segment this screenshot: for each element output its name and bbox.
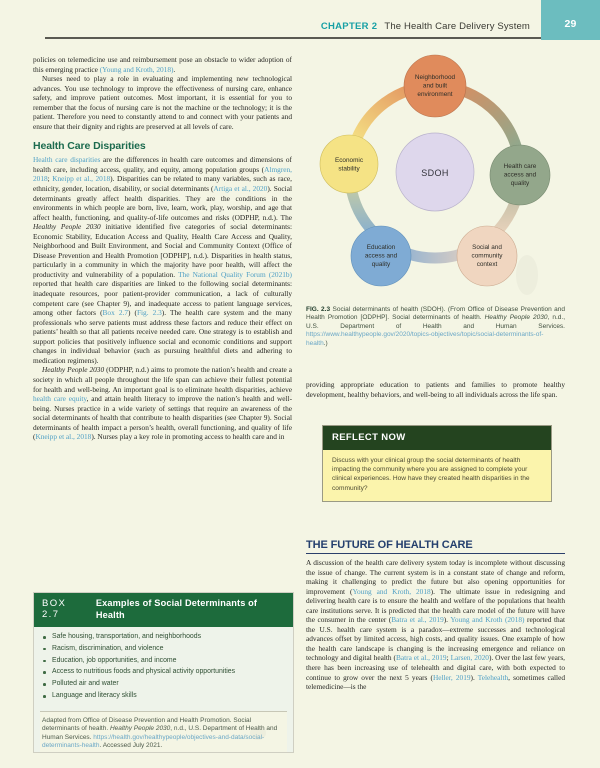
svg-text:context: context <box>476 261 498 268</box>
paragraph-nurses-technology: Nurses need to play a role in evaluating and implementing new technological advances. You use technology to improve the effectiveness of nursing care, enhance safety, and improve patient outcomes. Most important, it is essential for you to remember that the focus of nursing care is not the machine or the technology; it is the patient. Therefore you need to constantly attend to and connect with your patients and ensure that their dignity and rights are preserved at all levels of care. <box>33 74 292 131</box>
node-economic-stability <box>320 135 378 193</box>
reflect-now-box <box>322 425 552 502</box>
paragraph-disparities: Health care disparities are the differences in health care outcomes and dimensions of health care, including access, quality, and equity, among population groups (Almgren, 2018; Kneipp et al., 2018). Disparities can be related to many variables, such as race, ethnicity, gender, location, disability, or social determinants (Artiga et al., 2020). Social determinants greatly affect health disparities. They are the conditions in the environments in which people are born, live, learn, work, play, worship, and age that affect health, functioning, and quality-of-life outcomes and risks (ODPHP, n.d.). The Healthy People 2030 initiative identified five categories of social determinants: Economic Stability, Education Access and Quality, Health Care Access and Quality, Neighborhood and Built Environment, and Social and Community Context (Office of Disease Prevention and Health Promotion [ODPHP], n.d.). Disparities in health status, particularly in a community in which the majority have poor health, will affect the productivity and vulnerability of a population. The National Quality Forum (2021b) reported that health care disparities are linked to the following social determinants: inadequate resources, poor patient-provider communication, a lack of culturally competent care (see Chapter 9), and inadequate access to patient language services, among other factors (Box 2.7) (Fig. 2.3). The health care system and the many professionals who serve patients must address these factors and reduce their effect on patients’ health so that all patients receive needed care. One strategy is to establish and support policies that positively influence social and economic conditions and support changes in individual behavior (such as pursuing healthful diets and adhering to medication regimens). <box>33 155 292 365</box>
box-2-7 <box>33 592 294 753</box>
reflect-now-body: Discuss with your clinical group the social determinants of health impacting the community where you are assigned to complete your clinical experiences. How have they created health disparities in the community? <box>323 450 551 501</box>
svg-text:community: community <box>471 252 503 260</box>
figure-source-url[interactable]: https://www.healthypeople.gov/2020/topics-objectives/topic/social-determinants-of-health <box>306 331 544 347</box>
term-health-care-disparities: Health care disparities <box>33 155 101 165</box>
paragraph-healthy-people-2030: Healthy People 2030 (ODPHP, n.d.) aims to promote the nation’s health and create a society in which all people throughout the life span can achieve their fullest potential for health and well-being. An important goal is to eliminate health disparities, achieve health care equity, and attain health literacy to improve the nation’s health and well-being. Nurses practice in a wide variety of settings that require an awareness of the social determinants of health that contribute to health disparities (see Chapter 9). Social determinants of health impact a person’s health, overall functioning, and quality of life (Kneipp et al., 2018). Nurses play a key role in promoting access to health care and in <box>33 365 293 442</box>
header-rule <box>45 37 541 39</box>
paragraph-telemedicine: policies on telemedicine use and reimbursement pose an obstacle to wider adoption of this emerging practice (Young and Kroth, 2018). <box>33 55 292 74</box>
page-number: 29 <box>564 18 577 30</box>
paragraph-future-health-care: A discussion of the health care delivery system today is incomplete without discussing the issue of change. The current system is in a constant state of change and reform, making it challenging to predict the future but also opening opportunities for improvement (Young and Kroth, 2018). The ultimate issue in redesigning and delivering health care is to ensure the health and welfare of the populations that health care institutions serve. It is predicted that the health care model of the future will have the consumer in the center (Batra et al., 2019). Young and Kroth (2018) reported that the U.S. health care system is a paradox—extreme successes and technological advances offset by limited access, high costs, and quality issues. One example of how the health care landscape is changing is the increasing emergence and reliance on technology and digital health (Batra et al., 2019; Larsen, 2020). Over the last few years, there has been increasing use of telehealth and digital care, with both expected to continue to grow over the next 5 years (Heller, 2019). Telehealth, sometimes called telemedicine—is the <box>306 558 565 692</box>
reflect-now-title: REFLECT NOW <box>323 426 551 450</box>
figure-2-3 <box>306 52 565 304</box>
right-text-column-bottom <box>306 527 565 692</box>
svg-text:Social and: Social and <box>472 244 502 251</box>
running-head <box>0 0 600 40</box>
paragraph-education-promote: providing appropriate education to patients and families to promote healthy development, healthy behaviors, and well-being to all individuals across the life span. <box>306 380 565 399</box>
source-url-link[interactable]: https://health.gov/healthypeople/objectives-and-data/social-determinants-health <box>42 733 265 749</box>
svg-text:and built: and built <box>422 82 448 90</box>
header-title-row <box>321 21 530 32</box>
box-2-7-source: Adapted from Office of Disease Prevention and Health Promotion. Social determinants of health. Healthy People 2030, n.d., U.S. Department of Health and Human Services. https://health.gov/healthypeople/objectives-and-data/social-determinants-health. Accessed July 2021. <box>40 711 287 753</box>
box-2-7-number: BOX 2.7 <box>42 598 67 620</box>
figure-2-3-caption: FIG. 2.3 Social determinants of health (SDOH). (From Office of Disease Prevention and Health Promotion [ODPHP]. Social determinants of health. Healthy People 2030, n.d., U.S. Department of Health and Human Services. https://www.healthypeople.gov/2020/topics-objectives/topic/social-determinants-of-health.) <box>306 306 566 347</box>
heading-future-of-health-care: THE FUTURE OF HEALTH CARE <box>306 539 565 554</box>
svg-text:stability: stability <box>338 165 360 173</box>
heading-health-care-disparities: Health Care Disparities <box>33 140 146 153</box>
list-item: Language and literacy skills <box>42 692 285 701</box>
svg-text:quality: quality <box>510 180 530 187</box>
term-health-care-equity: health care equity <box>33 394 87 404</box>
sdoh-center-label: SDOH <box>421 168 449 178</box>
left-text-column <box>33 55 292 442</box>
svg-text:environment: environment <box>417 91 453 98</box>
svg-text:access and: access and <box>364 252 398 260</box>
list-item: Access to nutritious foods and physical activity opportunities <box>42 668 285 677</box>
sdoh-diagram <box>306 52 565 304</box>
right-text-column-top <box>306 380 565 399</box>
list-item: Safe housing, transportation, and neighborhoods <box>42 633 285 642</box>
svg-text:access and: access and <box>503 171 537 179</box>
svg-text:Economic: Economic <box>334 157 364 164</box>
chapter-title: The Health Care Delivery System <box>384 21 530 32</box>
svg-text:quality: quality <box>371 261 391 268</box>
svg-text:Health care: Health care <box>503 163 537 170</box>
box-2-7-header <box>34 593 293 627</box>
term-telehealth: Telehealth <box>477 672 509 682</box>
svg-text:Education: Education <box>366 244 396 251</box>
figure-number: FIG. 2.3 <box>306 306 331 313</box>
citation-young-kroth: (Young and Kroth, 2018) <box>99 64 174 74</box>
list-item: Racism, discrimination, and violence <box>42 645 285 654</box>
chapter-label: CHAPTER 2 <box>320 21 378 32</box>
svg-text:Neighborhood: Neighborhood <box>414 74 456 81</box>
list-item: Education, job opportunities, and income <box>42 657 285 666</box>
box-2-7-list <box>34 627 293 711</box>
box-2-7-title: Examples of Social Determinants of Health <box>95 598 258 620</box>
list-item: Polluted air and water <box>42 680 285 689</box>
